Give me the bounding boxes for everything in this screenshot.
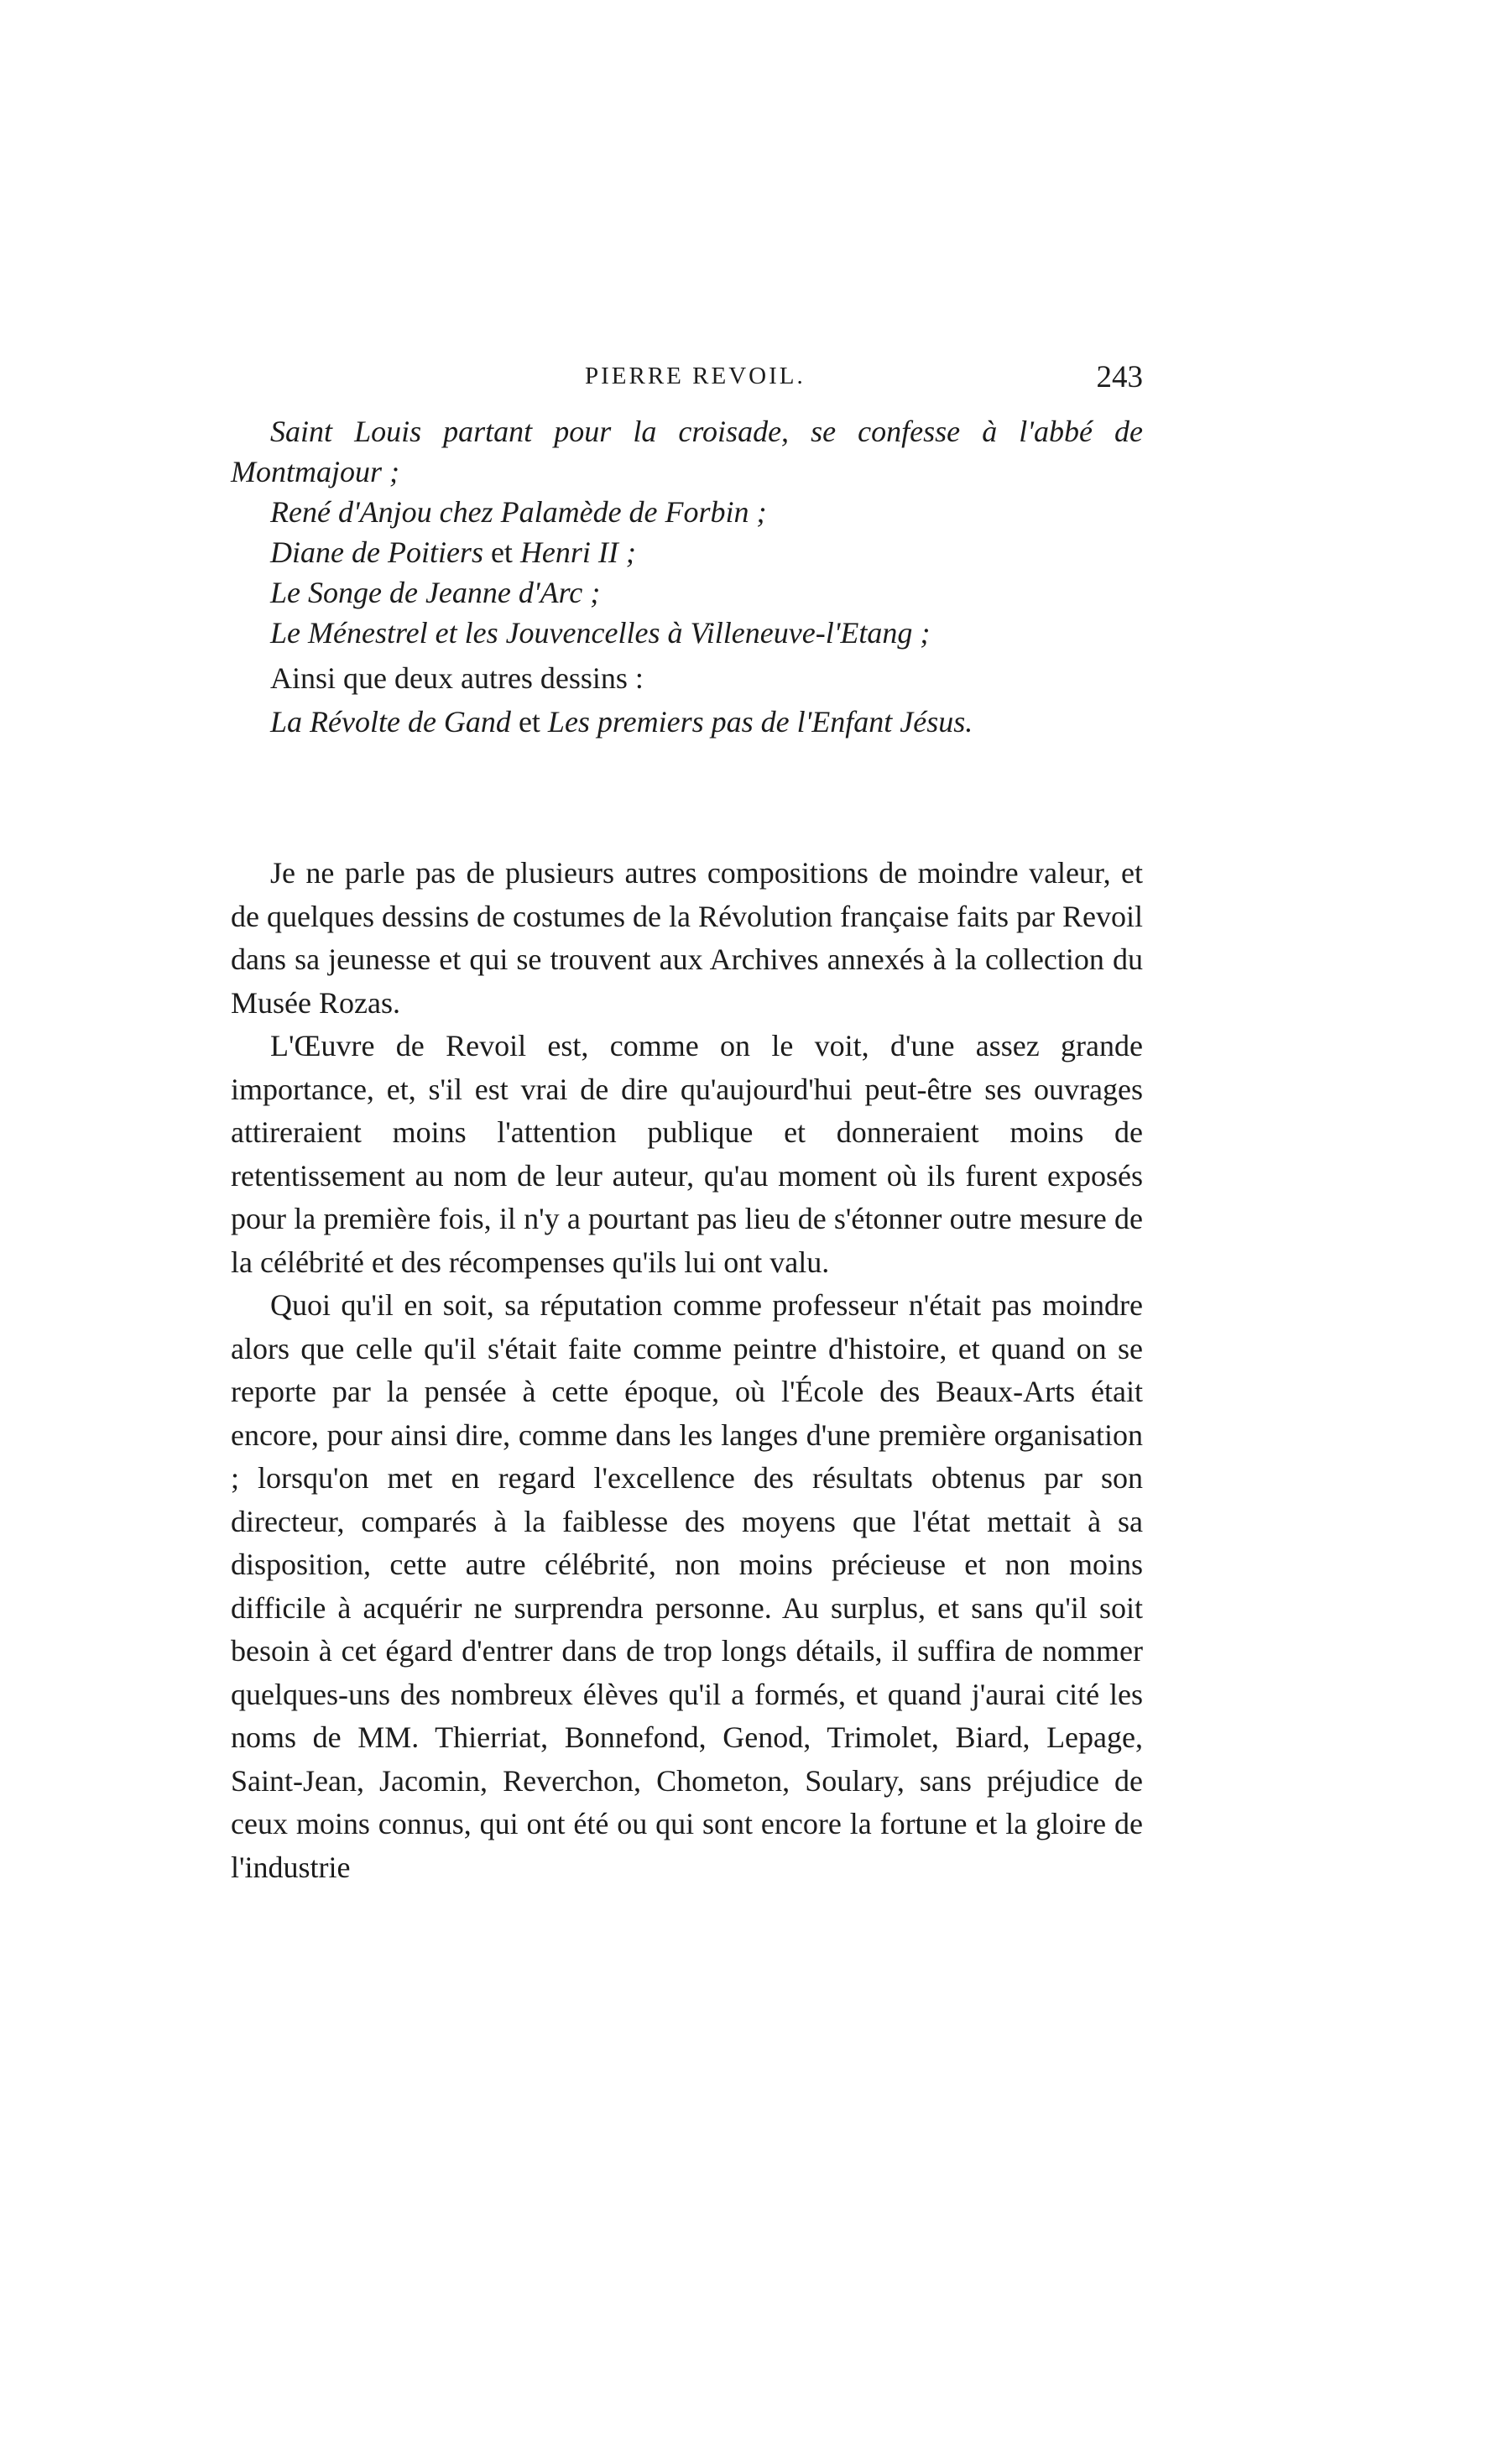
works-list (231, 411, 1143, 742)
running-head: PIERRE REVOIL. (585, 363, 806, 389)
drawings-intro: Ainsi que deux autres dessins : (270, 661, 644, 695)
drawing-title: La Révolte de Gand (270, 705, 511, 739)
body-text (231, 852, 1143, 1889)
paragraph: L'Œuvre de Revoil est, comme on le voit, d'une assez grande importance, et, s'il est vrai de dire qu'aujourd'hui peut-être ses ouvrages attireraient moins l'attention publique et donneraient moins de retentissement au nom de leur auteur, qu'au moment où ils furent exposés pour la première fois, il n'y a pourtant pas lieu de s'étonner outre mesure de la célébrité et des récompenses qu'ils lui ont valu. (231, 1029, 1143, 1279)
paragraph: Je ne parle pas de plusieurs autres compositions de moindre valeur, et de quelques dessins de costumes de la Révolution française faits par Revoil dans sa jeunesse et qui se trouvent aux Archives annexés à la collection du Musée Rozas. (231, 856, 1143, 1020)
work-title-part: Henri II ; (519, 535, 636, 569)
page-number: 243 (1096, 360, 1143, 394)
work-title: Le Songe de Jeanne d'Arc ; (270, 576, 601, 609)
drawings-titles (270, 702, 1143, 742)
page-header (270, 360, 1143, 399)
work-title: Le Ménestrel et les Jouvencelles à Villeneuve-l'Etang ; (270, 616, 931, 650)
work-title: René d'Anjou chez Palamède de Forbin ; (270, 495, 767, 529)
work-title (270, 532, 1143, 572)
drawing-title: Les premiers pas de l'Enfant Jésus. (547, 705, 973, 739)
connector-text: et (483, 535, 520, 569)
work-title-continuation: Montmajour ; (231, 455, 399, 488)
work-title-part: Diane de Poitiers (270, 535, 483, 569)
paragraph: Quoi qu'il en soit, sa réputation comme professeur n'était pas moindre alors que celle qu'il s'était faite comme peintre d'histoire, et quand on se reporte par la pensée à cette époque, où l'École des Beaux-Arts était encore, pour ainsi dire, comme dans les langes d'une première organisation ; lorsqu'on met en regard l'excellence des résultats obtenus par son directeur, comparés à la faiblesse des moyens que l'état mettait à sa disposition, cette autre célébrité, non moins précieuse et non moins difficile à acquérir ne surprendra personne. Au surplus, et sans qu'il soit besoin à cet égard d'entrer dans de trop longs détails, il suffira de nommer quelques-uns des nombreux élèves qu'il a formés, et quand j'aurai cité les noms de MM. Thierriat, Bonnefond, Genod, Trimolet, Biard, Lepage, Saint-Jean, Jacomin, Reverchon, Chometon, Soulary, sans préjudice de ceux moins connus, qui ont été ou qui sont encore la fortune et la gloire de l'industrie (231, 1288, 1143, 1884)
work-title: Saint Louis partant pour la croisade, se confesse à l'abbé de (270, 415, 1143, 448)
connector-text: et (510, 705, 548, 739)
